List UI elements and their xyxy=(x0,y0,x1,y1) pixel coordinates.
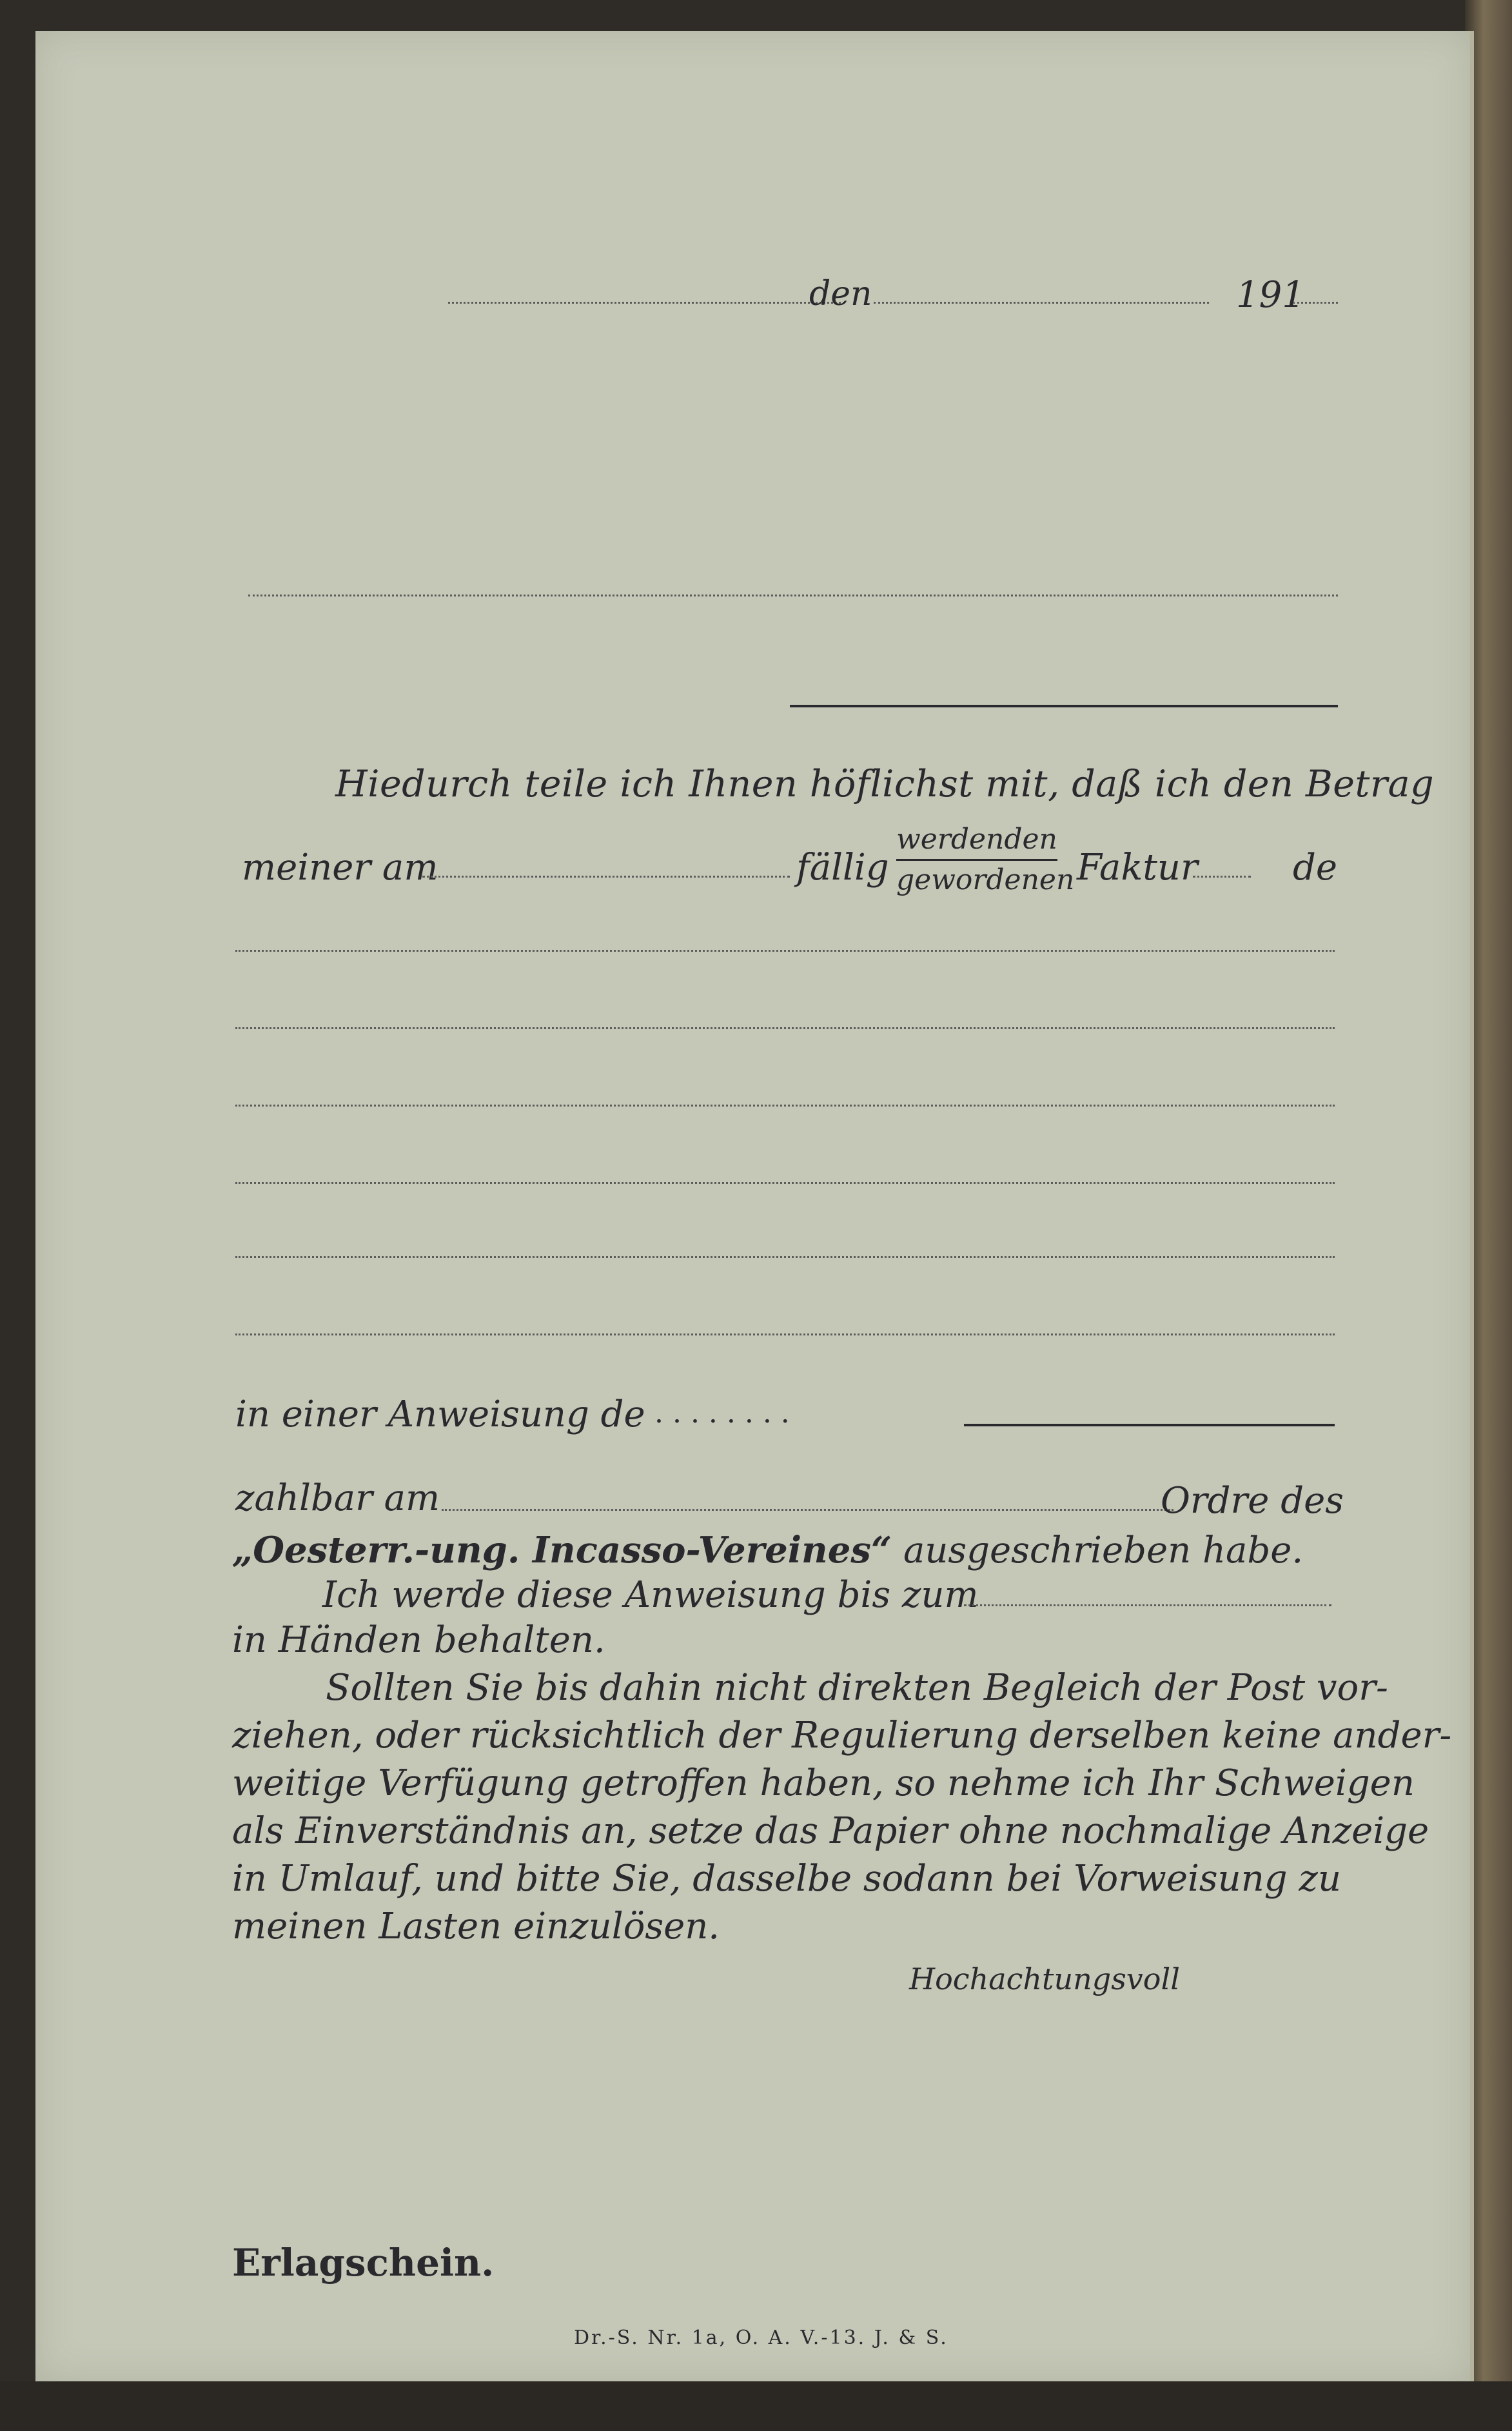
fraction-top: werdenden xyxy=(896,823,1057,856)
page-bottom-edge xyxy=(0,2381,1512,2431)
ich-werde-line: Ich werde diese Anweisung bis zum xyxy=(322,1574,979,1616)
blank-line-2[interactable] xyxy=(235,1027,1335,1029)
in-haenden-line: in Händen behalten. xyxy=(232,1619,605,1661)
ausgeschrieben-text: ausgeschrieben habe. xyxy=(903,1530,1304,1571)
p2-line-1: Sollten Sie bis dahin nicht direkten Begleich der Post vor- xyxy=(326,1667,1388,1709)
p2-line-6: meinen Lasten einzulösen. xyxy=(232,1905,720,1947)
verein-name: „Oesterr.-ung. Incasso-Vereines“ xyxy=(232,1529,892,1571)
blank-line-1[interactable] xyxy=(235,950,1335,952)
de-label: de xyxy=(1293,847,1337,889)
zahlbar-am-label: zahlbar am xyxy=(235,1477,440,1519)
year-field[interactable] xyxy=(1293,302,1338,304)
form-page xyxy=(35,31,1474,2381)
p2-line-3: weitige Verfügung getroffen haben, so nehme ich Ihr Schweigen xyxy=(232,1762,1415,1804)
intro-line: Hiedurch teile ich Ihnen höflichst mit, daß ich den Betrag xyxy=(335,763,1435,805)
anweisung-label: in einer Anweisung de xyxy=(235,1393,645,1435)
blank-line-6[interactable] xyxy=(235,1334,1335,1335)
faktur-field[interactable] xyxy=(1193,876,1251,878)
print-reference: Dr.-S. Nr. 1a, O. A. V.-13. J. & S. xyxy=(574,2327,948,2349)
anweisung-dots: . . . . . . . . xyxy=(654,1397,790,1430)
due-date-field[interactable] xyxy=(422,876,790,878)
blank-line-3[interactable] xyxy=(235,1105,1335,1107)
hold-until-field[interactable] xyxy=(964,1604,1331,1606)
fraction-bar xyxy=(896,859,1057,861)
p2-line-4: als Einverständnis an, setze das Papier ohne nochmalige Anzeige xyxy=(232,1810,1429,1852)
verein-line xyxy=(232,1529,1304,1571)
date-field[interactable] xyxy=(874,302,1209,304)
faellig-label: fällig xyxy=(796,847,889,889)
faktur-label: Faktur xyxy=(1077,847,1198,889)
ordre-des-label: Ordre des xyxy=(1161,1480,1344,1522)
erlagschein-heading: Erlagschein. xyxy=(232,2241,495,2285)
blank-line-5[interactable] xyxy=(235,1256,1335,1258)
payable-date-field[interactable] xyxy=(442,1509,1173,1511)
werdenden-gewordenen-fraction xyxy=(896,823,1075,896)
place-field[interactable] xyxy=(448,302,845,304)
meiner-am-label: meiner am xyxy=(242,847,438,889)
blank-line-4[interactable] xyxy=(235,1182,1335,1184)
p2-line-2: ziehen, oder rücksichtlich der Regulierung derselben keine ander- xyxy=(232,1715,1452,1757)
addressee-field[interactable] xyxy=(248,595,1338,596)
year-label: 191 xyxy=(1236,274,1305,316)
p2-line-5: in Umlauf, und bitte Sie, dasselbe sodann bei Vorweisung zu xyxy=(232,1858,1342,1900)
amount-field[interactable] xyxy=(964,1424,1335,1426)
fraction-bottom: gewordenen xyxy=(896,863,1075,896)
den-label: den xyxy=(809,275,872,313)
closing-text: Hochachtungsvoll xyxy=(909,1962,1180,1996)
addressee-underline xyxy=(790,705,1338,707)
